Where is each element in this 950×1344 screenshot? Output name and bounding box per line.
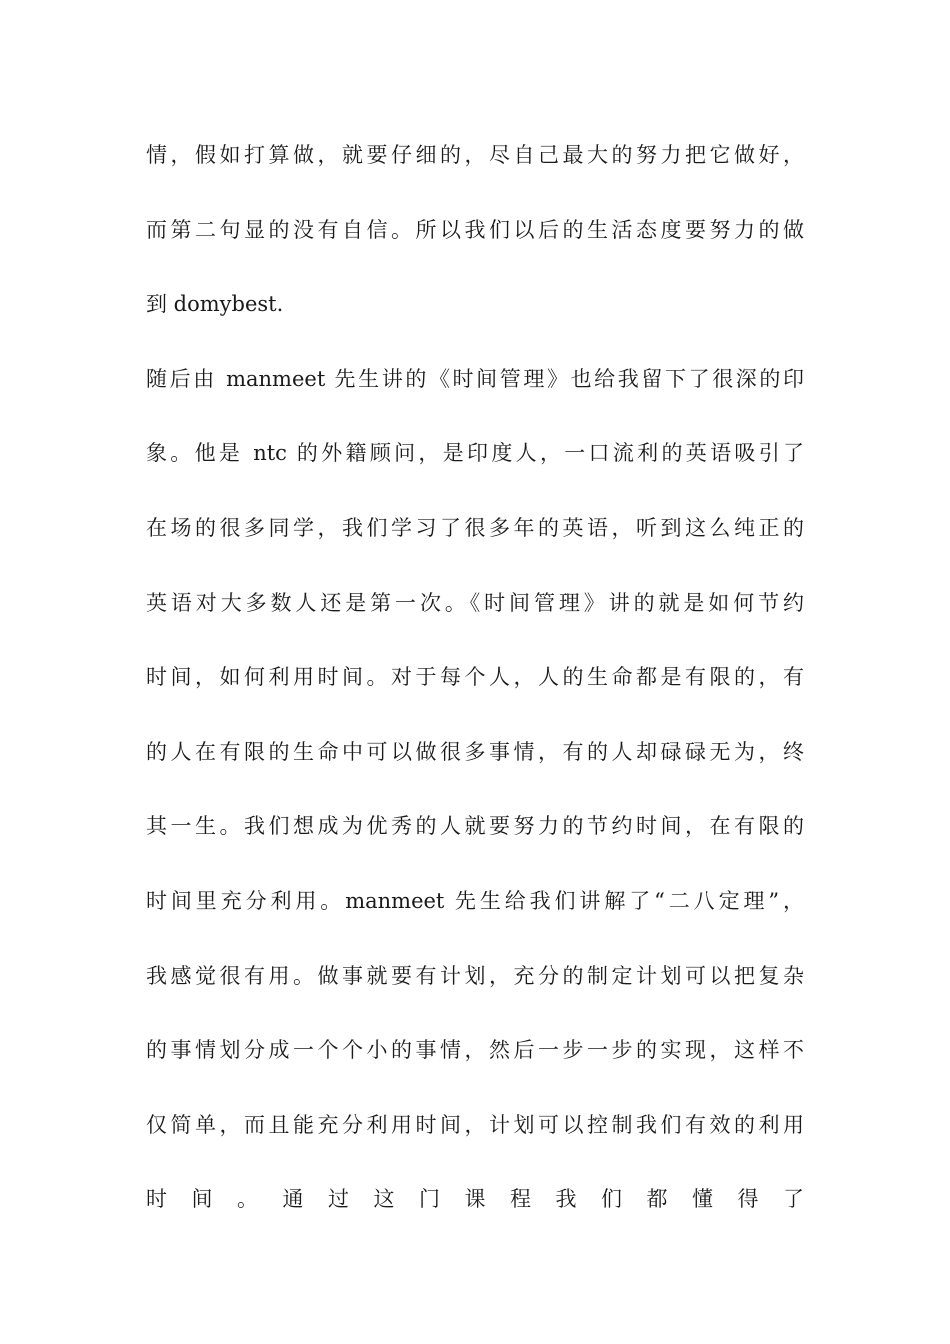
text-line-14: 仅简单，而且能充分利用时间，计划可以控制我们有效的利用 bbox=[146, 1112, 804, 1137]
text-line-7: 英语对大多数人还是第一次。《时间管理》讲的就是如何节约 bbox=[146, 590, 804, 615]
text-line-11: 时间里充分利用。manmeet 先生给我们讲解了“二八定理”， bbox=[146, 888, 804, 913]
text-line-3: 到 domybest. bbox=[146, 292, 284, 317]
text-line-12: 我感觉很有用。做事就要有计划，充分的制定计划可以把复杂 bbox=[146, 963, 804, 988]
text-line-2: 而第二句显的没有自信。所以我们以后的生活态度要努力的做 bbox=[146, 217, 804, 242]
text-line-8: 时间，如何利用时间。对于每个人，人的生命都是有限的，有 bbox=[146, 665, 804, 690]
text-line-4: 随后由 manmeet 先生讲的《时间管理》也给我留下了很深的印 bbox=[146, 366, 804, 391]
body-text bbox=[146, 128, 804, 1247]
text-line-13: 的事情划分成一个个小的事情，然后一步一步的实现，这样不 bbox=[146, 1038, 804, 1063]
text-line-9: 的人在有限的生命中可以做很多事情，有的人却碌碌无为，终 bbox=[146, 739, 804, 764]
text-line-10: 其一生。我们想成为优秀的人就要努力的节约时间，在有限的 bbox=[146, 814, 804, 839]
text-line-5: 象。他是 ntc 的外籍顾问，是印度人，一口流利的英语吸引了 bbox=[146, 441, 804, 466]
text-line-6: 在场的很多同学，我们学习了很多年的英语，听到这么纯正的 bbox=[146, 515, 804, 540]
text-line-1: 情，假如打算做，就要仔细的，尽自己最大的努力把它做好， bbox=[146, 143, 804, 167]
text-line-15: 时 间 。 通 过 这 门 课 程 我 们 都 懂 得 了 bbox=[146, 1187, 804, 1212]
